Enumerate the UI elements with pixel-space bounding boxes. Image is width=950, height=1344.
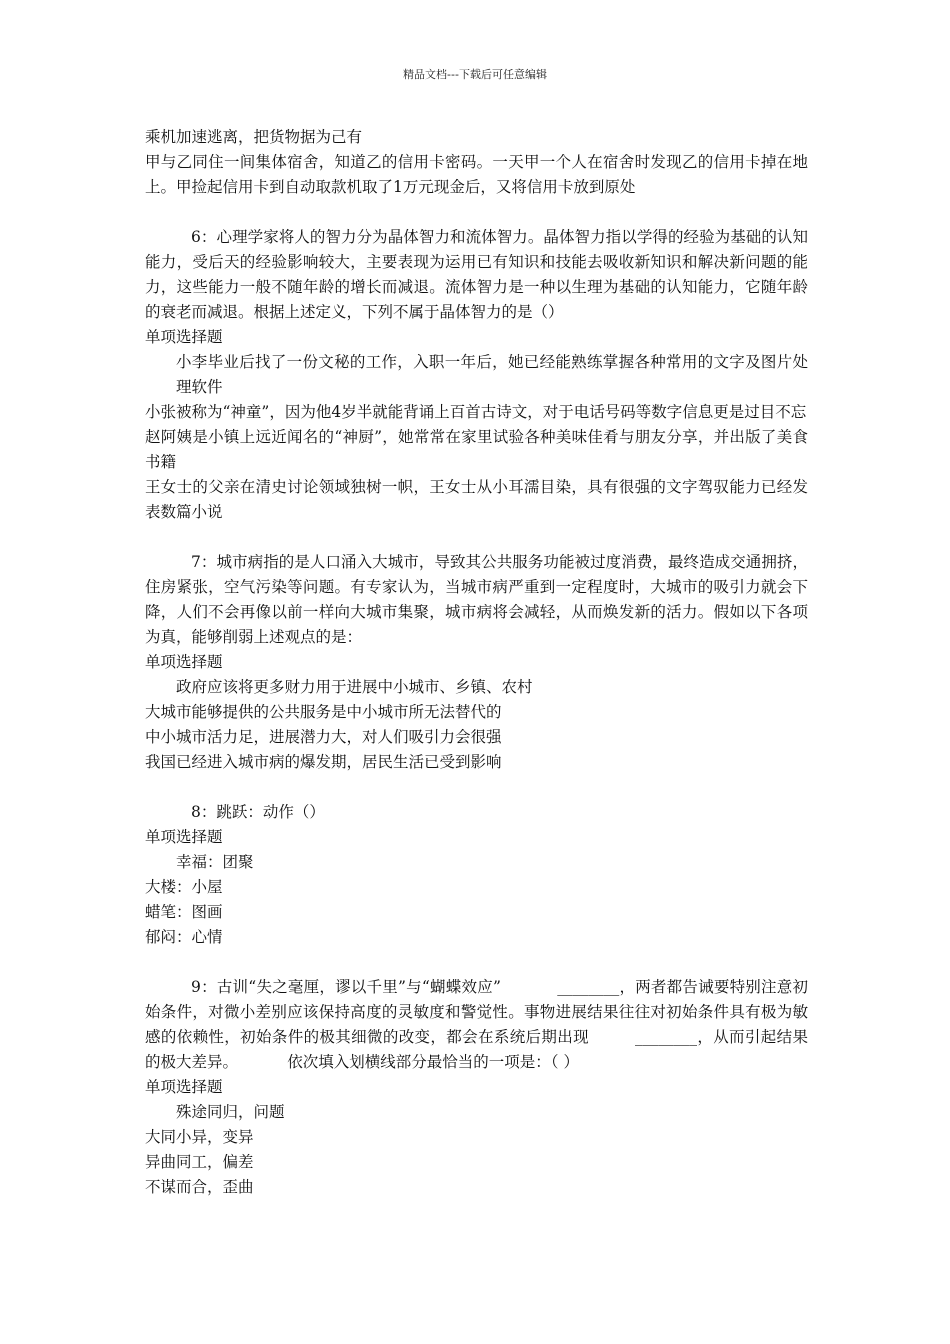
question-stem: 6：心理学家将人的智力分为晶体智力和流体智力。晶体智力指以学得的经验为基础的认知能力，受后天的经验影响较大，主要表现为运用已有知识和技能去吸收新知识和解决新问题的能力，这些能力一般不随年龄的增长而减退。流体智力是一种以生理为基础的认知能力，它随年龄的衰老而减退。根据上述定义，下列不属于晶体智力的是（） <box>145 228 808 321</box>
option-line: 大同小异，变异 <box>145 1128 254 1146</box>
stem-text: 依次填入划横线部分最恰当的一项是：（ ） <box>287 1053 579 1071</box>
option-line: 蜡笔：图画 <box>145 903 223 921</box>
option-line: 甲与乙同住一间集体宿舍，知道乙的信用卡密码。一天甲一个人在宿舍时发现乙的信用卡掉在地上。甲捡起信用卡到自动取款机取了1万元现金后，又将信用卡放到原处 <box>145 153 808 196</box>
document-body <box>145 125 808 1200</box>
question-stem: 7：城市病指的是人口涌入大城市，导致其公共服务功能被过度消费，最终造成交通拥挤，住房紧张，空气污染等问题。有专家认为，当城市病严重到一定程度时，大城市的吸引力就会下降，人们不会再像以前一样向大城市集聚，城市病将会减轻，从而焕发新的活力。假如以下各项为真，能够削弱上述观点的是： <box>145 553 808 646</box>
option-line: 王女士的父亲在清史讨论领域独树一帜，王女士从小耳濡目染，具有很强的文字驾驭能力已经发表数篇小说 <box>145 478 808 521</box>
option-line: 政府应该将更多财力用于进展中小城市、乡镇、农村 <box>176 678 533 696</box>
option-line: 殊途同归，问题 <box>176 1103 285 1121</box>
question-type: 单项选择题 <box>145 828 223 846</box>
fill-blank: ________ <box>634 1028 697 1046</box>
option-line: 小张被称为“神童”，因为他4岁半就能背诵上百首古诗文，对于电话号码等数字信息更是过目不忘 <box>145 403 807 421</box>
question-type: 单项选择题 <box>145 653 223 671</box>
question-stem <box>145 975 808 1075</box>
question-type: 单项选择题 <box>145 1078 223 1096</box>
option-line: 不谋而合，歪曲 <box>145 1178 254 1196</box>
question-7 <box>145 550 808 775</box>
option-line: 大楼：小屋 <box>145 878 223 896</box>
stem-text: ，从而引起结果的极大差异。 <box>145 1028 808 1071</box>
question-type: 单项选择题 <box>145 328 223 346</box>
question-stem: 8：跳跃：动作（） <box>191 803 325 821</box>
question-8 <box>145 800 808 950</box>
option-line: 中小城市活力足，进展潜力大，对人们吸引力会很强 <box>145 728 502 746</box>
option-line: 小李毕业后找了一份文秘的工作，入职一年后，她已经能熟练掌握各种常用的文字及图片处理软件 <box>176 353 808 396</box>
option-line: 幸福：团聚 <box>176 853 254 871</box>
question-6 <box>145 225 808 525</box>
question-9 <box>145 975 808 1200</box>
option-line: 乘机加速逃离，把货物据为己有 <box>145 128 363 146</box>
stem-text: ，两者都告诫要特别注意初始条件，对微小差别应该保持高度的灵敏度和警觉性。事物进展结果往往对初始条件具有极为敏感的依赖性，初始条件的极其细微的改变，都会在系统后期出现 <box>145 978 808 1046</box>
option-line: 郁闷：心情 <box>145 928 223 946</box>
option-line: 大城市能够提供的公共服务是中小城市所无法替代的 <box>145 703 502 721</box>
stem-text: 9：古训“失之毫厘，谬以千里”与“蝴蝶效应” <box>191 978 501 996</box>
option-line: 我国已经进入城市病的爆发期，居民生活已受到影响 <box>145 753 502 771</box>
option-line: 赵阿姨是小镇上远近闻名的“神厨”，她常常在家里试验各种美味佳肴与朋友分享，并出版了美食书籍 <box>145 428 808 471</box>
fill-blank: ________ <box>557 978 620 996</box>
page-header: 精品文档---下载后可任意编辑 <box>403 68 547 81</box>
option-line: 异曲同工，偏差 <box>145 1153 254 1171</box>
